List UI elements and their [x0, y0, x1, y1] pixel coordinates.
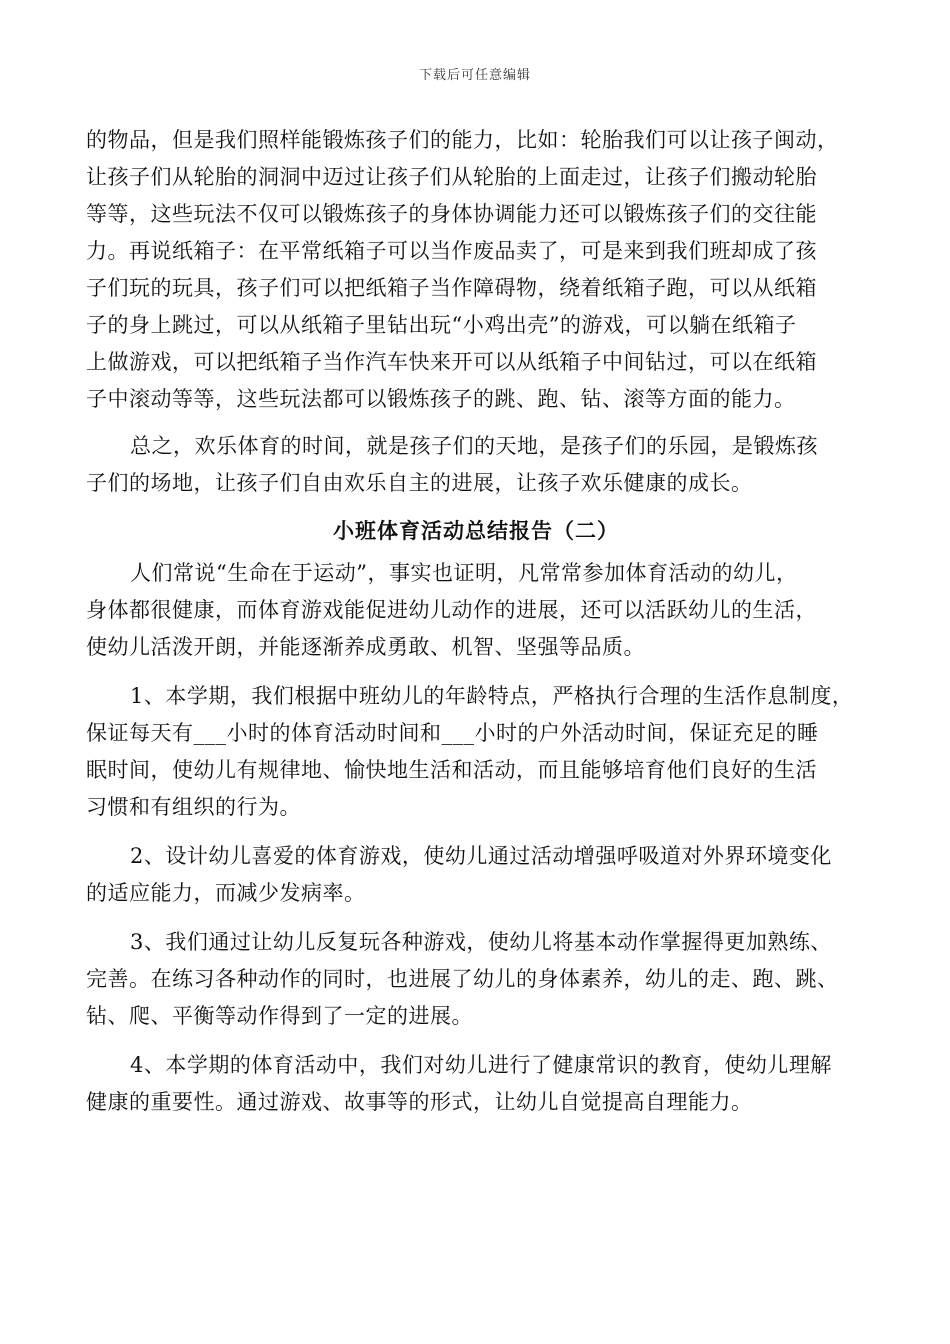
paragraph-line: 习惯和有组织的行为。: [86, 795, 301, 819]
document-body: [86, 122, 866, 1121]
paragraph-line: 健康的重要性。通过游戏、故事等的形式，让幼儿自觉提高自理能力。: [86, 1090, 753, 1114]
paragraph-line: 子中滚动等等，这些玩法都可以锻炼孩子的跳、跑、钻、滚等方面的能力。: [86, 387, 796, 411]
paragraph-line: 钻、爬、平衡等动作得到了一定的进展。: [86, 1004, 473, 1028]
paragraph-line: 子的身上跳过，可以从纸箱子里钻出玩“小鸡出壳”的游戏，可以躺在纸箱子: [86, 313, 797, 337]
paragraph-line: 人们常说“生命在于运动”，事实也证明，凡常常参加体育活动的幼儿，: [130, 561, 798, 585]
report-title: 小班体育活动总结报告（二）: [333, 518, 619, 543]
paragraph-line: 总之，欢乐体育的时间，就是孩子们的天地，是孩子们的乐园，是锻炼孩: [130, 434, 818, 458]
paragraph-line: 1、本学期，我们根据中班幼儿的年龄特点，严格执行合理的生活作息制度，: [130, 684, 854, 708]
paragraph-line: 的物品，但是我们照样能锻炼孩子们的能力，比如：轮胎我们可以让孩子闽动，: [86, 128, 839, 152]
paragraph-line: 2、设计幼儿喜爱的体育游戏，使幼儿通过活动增强呼吸道对外界环境变化: [130, 844, 832, 868]
paragraph-line: 等等，这些玩法不仅可以锻炼孩子的身体协调能力还可以锻炼孩子们的交往能: [86, 202, 817, 226]
paragraph-line: 的适应能力，而减少发病率。: [86, 881, 366, 905]
paragraph-line: 完善。在练习各种动作的同时，也进展了幼儿的身体素养，幼儿的走、跑、跳、: [86, 967, 839, 991]
paragraph-point-1: [86, 678, 866, 826]
paragraph-line: 子们玩的玩具，孩子们可以把纸箱子当作障碍物，绕着纸箱子跑，可以从纸箱: [86, 276, 817, 300]
paragraph-line: 力。再说纸箱子：在平常纸箱子可以当作废品卖了，可是来到我们班却成了孩: [86, 239, 817, 263]
paragraph-conclusion: [86, 428, 866, 502]
paragraph-intro: [86, 555, 866, 666]
paragraph-materials: [86, 122, 866, 418]
paragraph-line: 上做游戏，可以把纸箱子当作汽车快来开可以从纸箱子中间钻过，可以在纸箱: [86, 350, 817, 374]
paragraph-point-3: [86, 924, 866, 1035]
page-header-note: 下载后可任意编辑: [418, 68, 531, 83]
paragraph-line: 身体都很健康，而体育游戏能促进幼儿动作的进展，还可以活跃幼儿的生活，: [86, 598, 817, 622]
paragraph-point-4: [86, 1047, 866, 1121]
paragraph-line: 3、我们通过让幼儿反复玩各种游戏，使幼儿将基本动作掌握得更加熟练、: [130, 930, 832, 954]
paragraph-line: 让孩子们从轮胎的洞洞中迈过让孩子们从轮胎的上面走过，让孩子们搬动轮胎: [86, 165, 817, 189]
paragraph-point-2: [86, 838, 866, 912]
paragraph-line: 眠时间，使幼儿有规律地、愉快地生活和活动，而且能够培育他们良好的生活: [86, 758, 817, 782]
paragraph-line: 4、本学期的体育活动中，我们对幼儿进行了健康常识的教育，使幼儿理解: [130, 1053, 832, 1077]
paragraph-line: 保证每天有___小时的体育活动时间和___小时的户外活动时间，保证充足的睡: [86, 721, 819, 745]
paragraph-line: 子们的场地，让孩子们自由欢乐自主的进展，让孩子欢乐健康的成长。: [86, 471, 753, 495]
paragraph-line: 使幼儿活泼开朗，并能逐渐养成勇敢、机智、坚强等品质。: [86, 635, 645, 659]
